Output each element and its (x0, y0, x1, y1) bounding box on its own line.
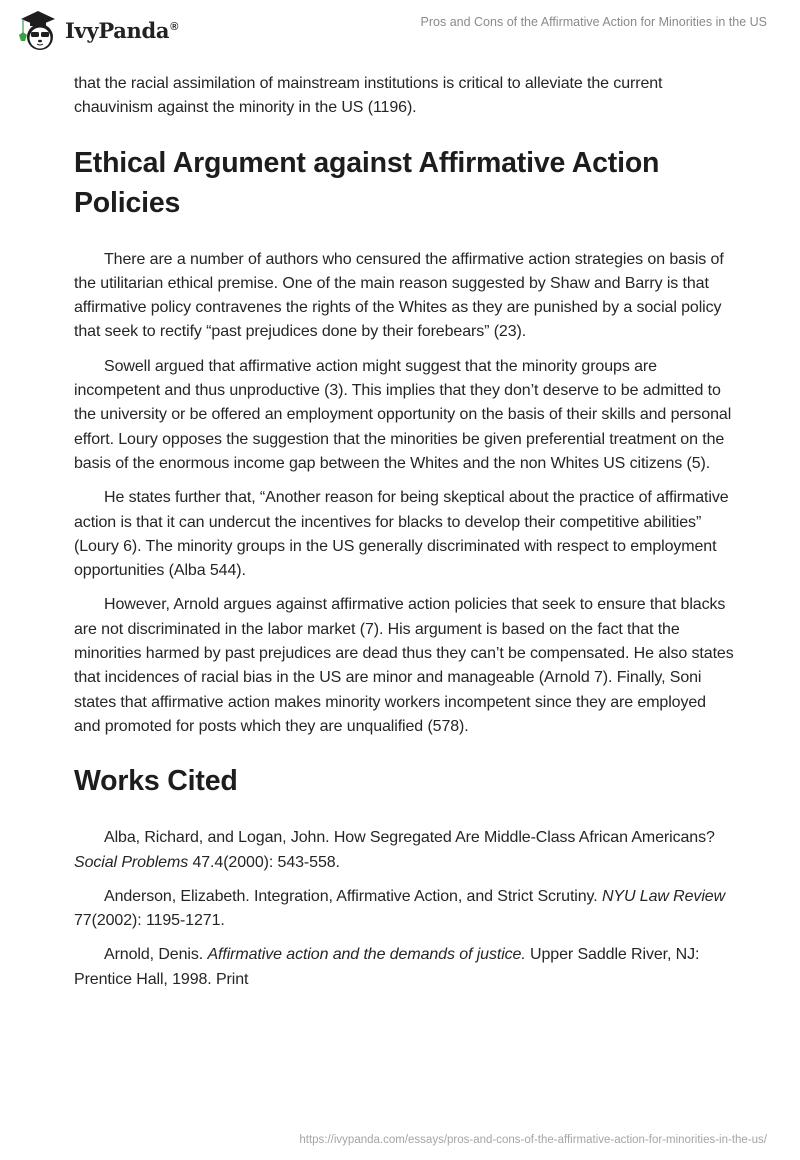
intro-paragraph: that the racial assimilation of mainstream institutions is critical to alleviate the current chauvinism against the minority in the US (1196). (74, 75, 663, 117)
source-url[interactable]: https://ivypanda.com/essays/pros-and-cons-of-the-affirmative-action-for-minorities-in-the-us/ (299, 1134, 767, 1146)
citation-entry: Anderson, Elizabeth. Integration, Affirmative Action, and Strict Scrutiny. NYU Law Review 77(2002): 1195-1271. (74, 887, 726, 930)
ivypanda-logo[interactable] (17, 8, 178, 52)
panda-graduate-icon (17, 8, 59, 52)
page-header (0, 0, 800, 60)
section-heading-ethical-argument: Ethical Argument against Affirmative Action Policies (74, 146, 660, 219)
paragraph: There are a number of authors who censured the affirmative action strategies on basis of the utilitarian ethical premise. One of the main reason suggested by Shaw and Barry is that affirmative policy contravenes the rights of the Whites as they are punished by a social policy that seek to rectify “past prejudices done by their forebears” (23). (74, 250, 724, 341)
citation-entry: Alba, Richard, and Logan, John. How Segregated Are Middle-Class African Americans? Social Problems 47.4(2000): 543-558. (74, 829, 715, 871)
section-heading-works-cited: Works Cited (74, 765, 238, 798)
paragraph: Sowell argued that affirmative action might suggest that the minority groups are incompetent and thus unproductive (3). This implies that they don’t deserve to be admitted to the university or be offered an employment opportunity on the basis of their skills and personal effort. Loury opposes the suggestion that the minorities be given preferential treatment on the basis of the enormous income gap between the Whites and the non Whites US citizens (5). (74, 357, 732, 472)
logo-text: IvyPanda® (65, 17, 179, 43)
paragraph: He states further that, “Another reason for being skeptical about the practice of affirmative action is that it can undercut the incentives for blacks to develop their competitive abilities” (Loury 6). The minority groups in the US generally discriminated with respect to employment opportunities (Alba 544). (74, 489, 729, 580)
paragraph: However, Arnold argues against affirmative action policies that seek to ensure that blacks are not discriminated in the labor market (7). His argument is based on the fact that the minorities harmed by past prejudices are dead thus they can’t be compensated. He also states that incidences of racial bias in the US are minor and manageable (Arnold 7). Finally, Soni states that affirmative action makes minority workers incompetent since they are employed and promoted for posts which they are unqualified (578). (74, 596, 734, 735)
document-title: Pros and Cons of the Affirmative Action for Minorities in the US (420, 15, 767, 29)
essay-content (74, 72, 734, 1002)
citation-entry: Arnold, Denis. Affirmative action and the demands of justice. Upper Saddle River, NJ: Prentice Hall, 1998. Print (74, 946, 700, 988)
